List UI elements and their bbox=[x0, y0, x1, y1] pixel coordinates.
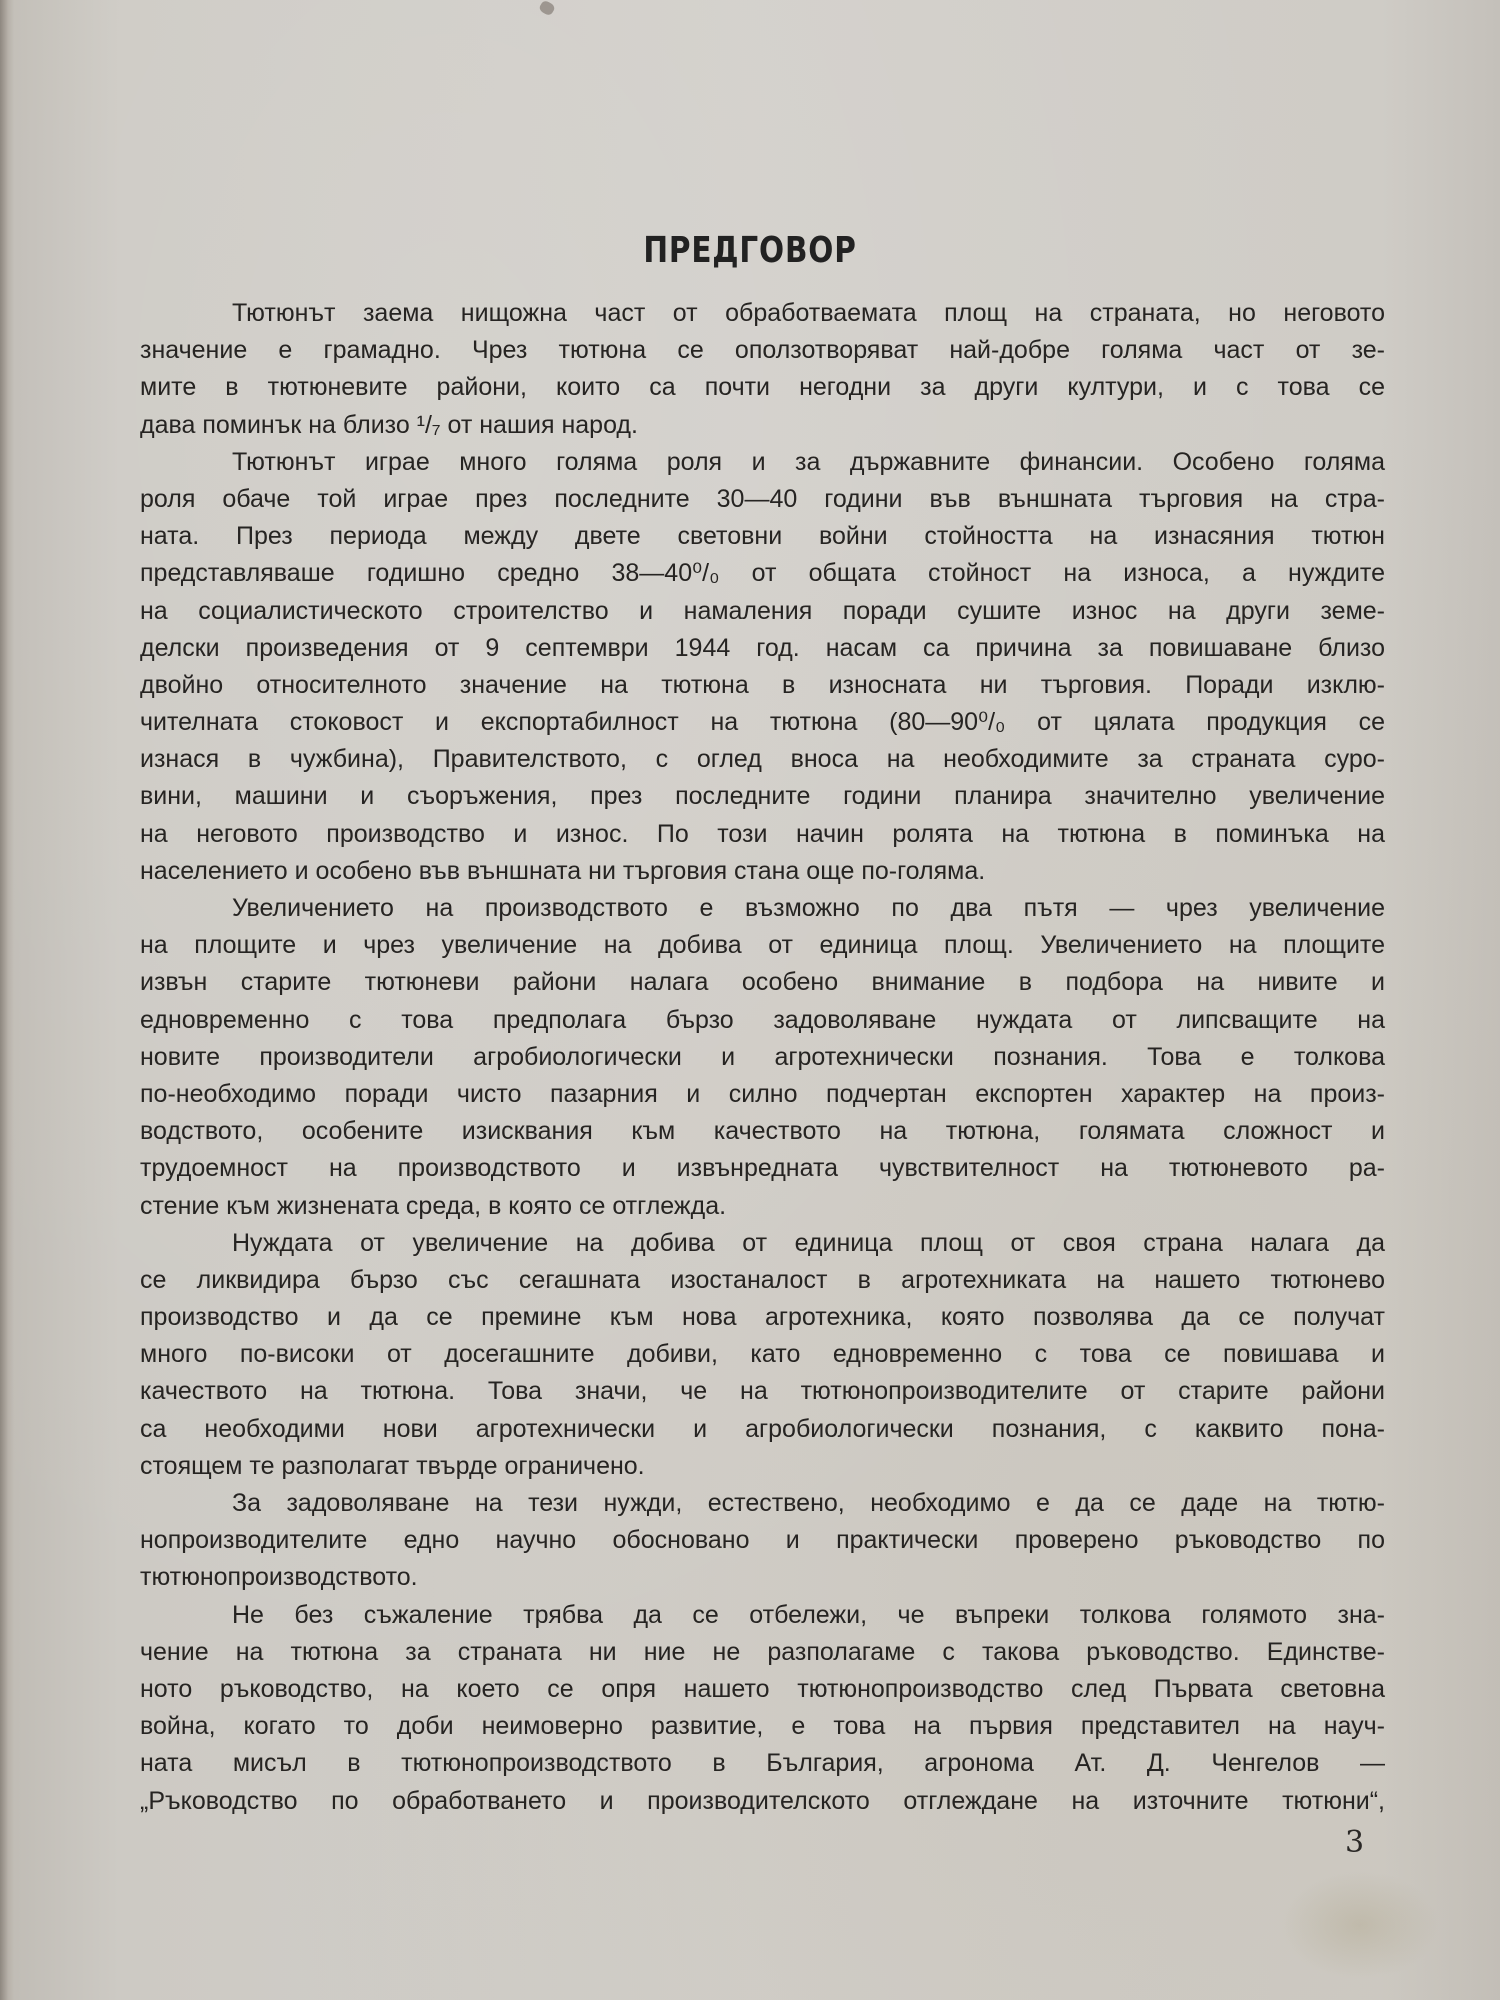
text-line: тютюнопроизводството. bbox=[140, 1563, 418, 1592]
page-title: ПРЕДГОВОР bbox=[643, 230, 857, 272]
text-line: Тютюнът играе много голяма роля и за държавните финансии. Особено голяма bbox=[232, 447, 1385, 476]
page-number: 3 bbox=[1345, 1825, 1365, 1860]
text-line: на неговото производство и износ. По този начин ролята на тютюна в поминъка на bbox=[140, 819, 1385, 848]
text-line: нопроизводителите едно научно обосновано и практически проверено ръководство по bbox=[140, 1526, 1385, 1555]
text-line: вини, машини и съоръжения, през последните години планира значително увеличение bbox=[140, 782, 1385, 811]
text-line: Тютюнът заема нищожна част от обработваемата площ на страната, но неговото bbox=[232, 299, 1385, 327]
text-line: много по-високи от досегашните добиви, като едновременно с това се повишава и bbox=[140, 1340, 1385, 1369]
text-line: значение е грамадно. Чрез тютюна се оползотворяват най-добре голяма част от зе- bbox=[140, 336, 1385, 365]
text-line: роля обаче той играе през последните 30—40 години във външната търговия на стра- bbox=[140, 484, 1385, 513]
text-line: двойно относителното значение на тютюна в износната ни търговия. Поради изклю- bbox=[140, 670, 1385, 699]
text-line: ната. През периода между двете световни войни стойността на изнасяния тютюн bbox=[140, 522, 1385, 551]
text-line: „Ръководство по обработването и производителското отглеждане на източните тютюни“, bbox=[140, 1786, 1385, 1815]
text-line: дава поминък на близо ¹/₇ от нашия народ. bbox=[140, 410, 638, 439]
text-line: ното ръководство, на което се опря нашето тютюнопроизводство след Първата световна bbox=[140, 1674, 1385, 1703]
text-line: на площите и чрез увеличение на добива от единица площ. Увеличението на площите bbox=[140, 931, 1385, 960]
text-line: делски произведения от 9 септември 1944 год. насам са причина за повишаване близо bbox=[140, 633, 1385, 662]
text-line: извън старите тютюневи райони налага особено внимание в подбора на нивите и bbox=[140, 968, 1385, 997]
text-line: представляваше годишно средно 38—40⁰/₀ от общата стойност на износа, а нуждите bbox=[140, 559, 1385, 588]
text-line: едновременно с това предполага бързо задоволяване нуждата от липсващите на bbox=[140, 1005, 1385, 1034]
page-left-edge-shadow bbox=[0, 0, 14, 2000]
text-line: на социалистическото строителство и намаления поради сушите износ на други земе- bbox=[140, 596, 1385, 625]
text-line: война, когато то доби неимоверно развитие, е това на първия представител на науч- bbox=[140, 1712, 1385, 1741]
text-line: качеството на тютюна. Това значи, че на тютюнопроизводителите от старите райони bbox=[140, 1377, 1385, 1406]
text-line: стение към жизнената среда, в която се отглежда. bbox=[140, 1191, 727, 1220]
text-line: стоящем те разполагат твърде ограничено. bbox=[140, 1451, 645, 1480]
text-line: чение на тютюна за страната ни ние не разполагаме с такова ръководство. Единстве- bbox=[140, 1637, 1385, 1666]
text-line: новите производители агробиологически и агротехнически познания. Това е толкова bbox=[140, 1042, 1385, 1071]
text-line: по-необходимо поради чисто пазарния и силно подчертан експортен характер на произ- bbox=[140, 1079, 1385, 1108]
text-line: Не без съжаление трябва да се отбележи, че въпреки толкова голямото зна- bbox=[232, 1600, 1385, 1629]
text-line: Нуждата от увеличение на добива от единица площ от своя страна налага да bbox=[232, 1228, 1385, 1257]
text-line: изнася в чужбина), Правителството, с оглед вноса на необходимите за страната суро- bbox=[140, 745, 1385, 774]
paper-blemish bbox=[538, 0, 556, 17]
text-line: производство и да се премине към нова агротехника, която позволява да се получат bbox=[140, 1303, 1385, 1332]
paper-stain bbox=[1280, 1870, 1440, 1980]
text-line: водството, особените изисквания към качеството на тютюна, голямата сложност и bbox=[140, 1117, 1385, 1146]
text-line: За задоволяване на тези нужди, естествено, необходимо е да се даде на тютю- bbox=[232, 1489, 1385, 1517]
text-line: са необходими нови агротехнически и агробиологически познания, с каквито пона- bbox=[140, 1414, 1385, 1443]
text-line: мите в тютюневите райони, които са почти негодни за други култури, и с това се bbox=[140, 373, 1385, 402]
text-line: чителната стоковост и експортабилност на тютюна (80—90⁰/₀ от цялата продукция се bbox=[140, 708, 1385, 737]
text-line: Увеличението на производството е възможно по два пътя — чрез увеличение bbox=[232, 894, 1385, 922]
text-line: населението и особено във външната ни търговия стана още по-голяма. bbox=[140, 856, 986, 885]
text-line: ната мисъл в тютюнопроизводството в България, агронома Ат. Д. Ченгелов — bbox=[140, 1749, 1385, 1778]
preface-body-text bbox=[140, 295, 1385, 1820]
text-line: се ликвидира бързо със сегашната изостаналост в агротехниката на нашето тютюнево bbox=[140, 1265, 1385, 1294]
text-line: трудоемност на производството и извънредната чувствителност на тютюневото ра- bbox=[140, 1154, 1385, 1183]
